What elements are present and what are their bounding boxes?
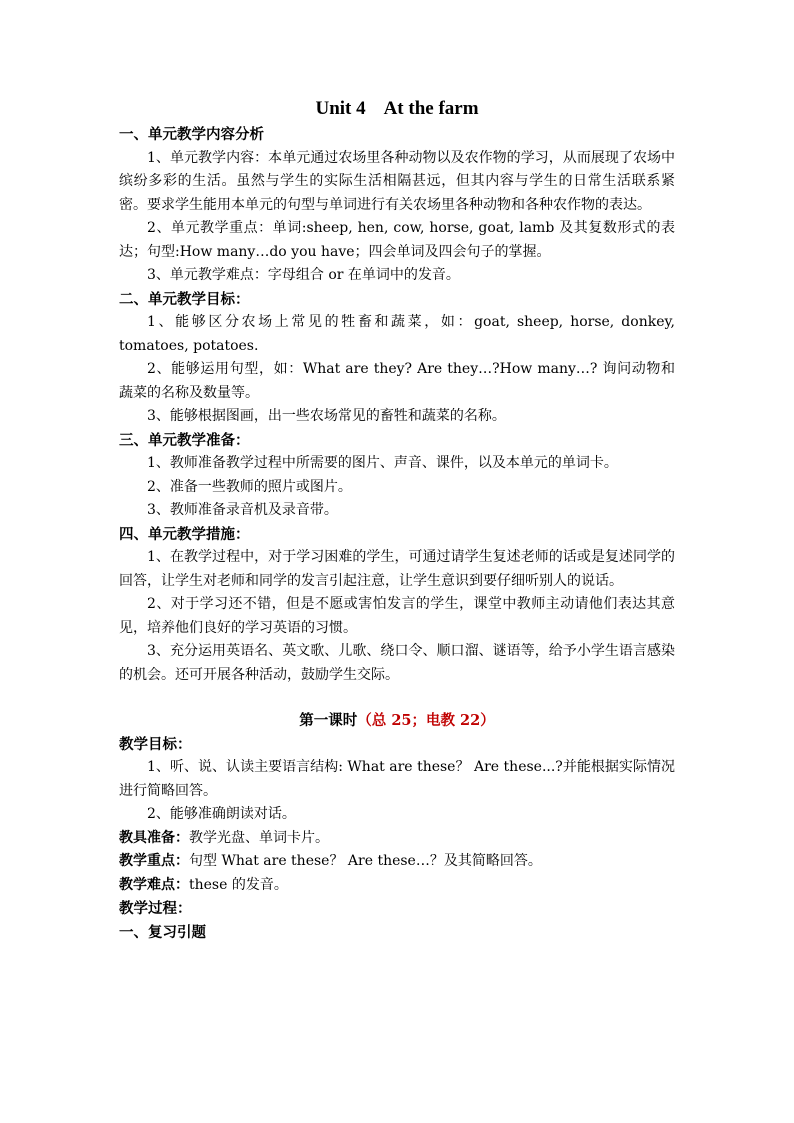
lesson-prep-label: 教具准备： xyxy=(119,829,189,846)
lesson-prep xyxy=(119,827,675,851)
lesson-goal-heading: 教学目标： xyxy=(119,735,192,753)
paragraph: 3、教师准备录音机及录音带。 xyxy=(147,502,338,518)
paragraph: 2、能够运用句型，如：What are they? Are they…?How many…? 询问动物和蔬菜的名称及数量等。 xyxy=(119,361,675,401)
lesson-step-heading: 一、复习引题 xyxy=(119,923,206,941)
lesson-key-label: 教学重点： xyxy=(119,853,189,869)
paragraph: 1、听、说、认读主要语言结构: What are these？ Are these...?并能根据实际情况进行简略回答。 xyxy=(119,759,675,799)
section-heading-measures: 四、单元教学措施： xyxy=(119,525,250,543)
lesson-process-heading: 教学过程： xyxy=(119,900,192,917)
paragraph: 1、能够区分农场上常见的牲畜和蔬菜，如：goat, sheep, horse, donkey, tomatoes, potatoes. xyxy=(119,314,675,354)
lesson-prep-text: 教学光盘、单词卡片。 xyxy=(189,829,329,846)
paragraph: 1、单元教学内容：本单元通过农场里各种动物以及农作物的学习，从而展现了农场中缤纷多彩的生活。虽然与学生的实际生活相隔甚远，但其内容与学生的日常生活联系紧密。要求学生能用本单元的句型与单词进行有关农场里各种动物和各种农作物的表达。 xyxy=(119,149,675,213)
paragraph: 2、能够准确朗读对话。 xyxy=(147,806,296,822)
lesson-key xyxy=(119,850,675,874)
unit-title: Unit 4 At the farm xyxy=(315,98,479,119)
lesson-difficulty-text: these 的发音。 xyxy=(189,876,288,893)
paragraph: 3、单元教学难点：字母组合 or 在单词中的发音。 xyxy=(147,267,460,283)
lesson-key-text: 句型 What are these？ Are these…？及其简略回答。 xyxy=(189,853,542,869)
section-heading-goals: 二、单元教学目标： xyxy=(119,290,250,308)
paragraph: 1、教师准备教学过程中所需要的图片、声音、课件，以及本单元的单词卡。 xyxy=(147,455,618,471)
lesson-count: （总 25；电教 22） xyxy=(357,712,495,729)
paragraph: 2、单元教学重点：单词:sheep, hen, cow, horse, goat, lamb 及其复数形式的表达；句型:How many…do you have；四会单词及四会句子的掌握。 xyxy=(119,220,675,260)
paragraph: 2、对于学习还不错，但是不愿或害怕发言的学生，课堂中教师主动请他们表达其意见，培养他们良好的学习英语的习惯。 xyxy=(119,596,675,636)
paragraph: 3、充分运用英语名、英文歌、儿歌、绕口令、顺口溜、谜语等，给予小学生语言感染的机会。还可开展各种活动，鼓励学生交际。 xyxy=(119,643,675,683)
paragraph: 3、能够根据图画，出一些农场常见的畜牲和蔬菜的名称。 xyxy=(147,408,506,424)
lesson-title xyxy=(119,709,675,733)
lesson-difficulty-label: 教学难点： xyxy=(119,876,189,893)
paragraph: 1、在教学过程中，对于学习困难的学生，可通过请学生复述老师的话或是复述同学的回答，让学生对老师和同学的发言引起注意，让学生意识到要仔细听别人的说话。 xyxy=(119,549,675,589)
section-heading-preparation: 三、单元教学准备： xyxy=(119,431,250,449)
document-page xyxy=(119,96,675,944)
lesson-difficulty xyxy=(119,874,675,898)
paragraph: 2、准备一些教师的照片或图片。 xyxy=(147,478,352,495)
lesson-name: 第一课时 xyxy=(299,712,358,729)
section-heading-content-analysis: 一、单元教学内容分析 xyxy=(119,126,264,143)
